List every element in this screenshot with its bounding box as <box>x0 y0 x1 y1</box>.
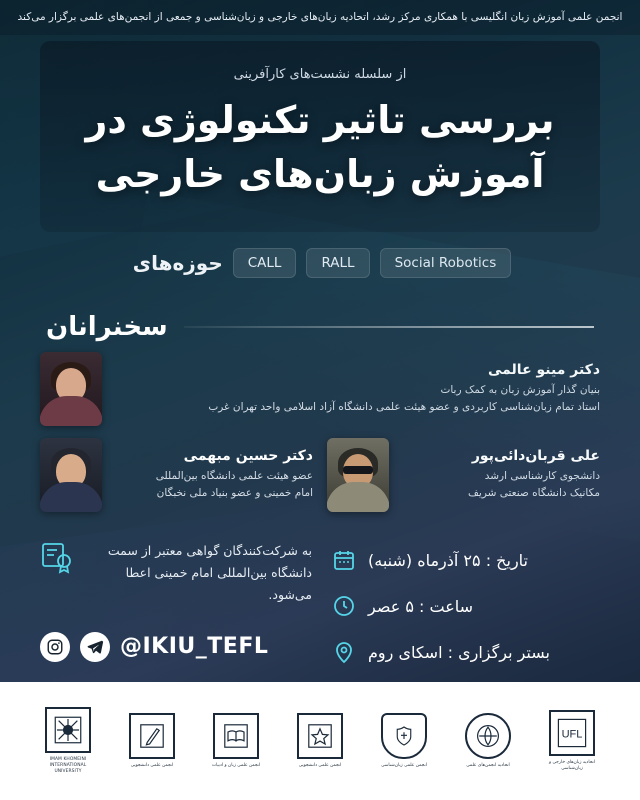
photo-body-shape <box>40 482 102 512</box>
detail-platform-text: بستر برگزاری : اسکای روم <box>368 642 550 662</box>
event-title <box>62 94 578 202</box>
social-handles[interactable] <box>40 632 312 662</box>
logo-caption: اتحادیه زبان‌های خارجی و زبان‌شناسی <box>549 760 595 771</box>
circular-emblem-icon <box>465 713 511 759</box>
speaker-name: دکتر مینو عالمی <box>488 361 600 378</box>
speaker-role-line-2: مکانیک دانشگاه صنعتی شریف <box>468 486 600 499</box>
detail-row-platform <box>332 640 600 664</box>
speaker-role-line-1: عضو هیئت علمی دانشگاه بین‌المللی <box>155 469 313 482</box>
speaker-row-2 <box>40 438 600 512</box>
pen-emblem-icon <box>129 713 175 759</box>
speaker-text-block <box>112 448 313 502</box>
detail-time-text: ساعت : ۵ عصر <box>368 596 474 616</box>
certificate-note <box>40 540 312 606</box>
logo-linguistics-association <box>373 713 435 769</box>
organizer-banner <box>0 0 640 35</box>
social-handle-text[interactable]: @IKIU_TEFL <box>120 634 269 660</box>
sponsor-logo-strip <box>0 682 640 800</box>
logo-scientific-association-3 <box>205 713 267 769</box>
open-book-icon <box>213 713 259 759</box>
photo-sunglasses-shape <box>343 466 373 474</box>
organizer-banner-text: انجمن علمی آموزش زبان انگلیسی با همکاری مرکز رشد، اتحادیه زبان‌های خارجی و زبان‌شناسی و جمعی از انجمن‌های علمی برگزار می‌کند <box>17 11 623 23</box>
logo-ufl <box>541 710 603 772</box>
speaker-photo-minoo-alemi <box>40 352 102 426</box>
speaker-text-block <box>399 448 600 502</box>
telegram-icon[interactable] <box>80 632 110 662</box>
event-title-line-2: آموزش زبان‌های خارجی <box>95 151 545 196</box>
photo-body-shape <box>40 396 102 426</box>
event-details <box>332 548 600 686</box>
shield-emblem-icon <box>381 713 427 759</box>
speaker-card-hosein-mobahami <box>40 438 313 512</box>
detail-row-time <box>332 594 600 618</box>
logo-caption: انجمن علمی زبان‌شناسی <box>381 763 427 769</box>
speakers-heading-title: سخنرانان <box>46 311 168 342</box>
photo-body-shape <box>327 482 389 512</box>
topic-chip-call: CALL <box>233 248 297 278</box>
event-series-kicker: از سلسله نشست‌های کارآفرینی <box>233 66 407 82</box>
hero-panel <box>40 41 600 232</box>
detail-date-text: تاریخ : ۲۵ آذرماه (شنبه) <box>368 550 529 570</box>
logo-scientific-association-4 <box>289 713 351 769</box>
logo-caption: IMAM KHOMEINI INTERNATIONAL UNIVERSITY <box>49 757 87 774</box>
certificate-note-line-2: دانشگاه بین‌المللی امام خمینی اعطا می‌شود. <box>125 564 312 602</box>
topic-chip-rall: RALL <box>306 248 369 278</box>
event-title-line-1: بررسی تاثیر تکنولوژی در <box>85 97 555 142</box>
speaker-row-1 <box>40 352 600 426</box>
logo-caption: انجمن علمی دانشجویی <box>130 763 174 769</box>
calendar-icon <box>332 548 356 572</box>
instagram-icon[interactable] <box>40 632 70 662</box>
svg-text:UFL: UFL <box>561 728 583 741</box>
speaker-role-line-1: دانشجوی کارشناسی ارشد <box>484 469 600 482</box>
detail-row-date <box>332 548 600 572</box>
topic-chip-row <box>40 248 600 278</box>
university-seal-icon <box>45 707 91 753</box>
logo-union-of-scientific-associations <box>457 713 519 769</box>
logo-caption: انجمن علمی دانشجویی <box>298 763 342 769</box>
speaker-role-line-2: استاد تمام زبان‌شناسی کاربردی و عضو هیئت علمی دانشگاه آزاد اسلامی واحد تهران غرب <box>208 400 600 413</box>
speaker-role-line-2: امام خمینی و عضو بنیاد ملی نخبگان <box>156 486 313 499</box>
speaker-text-block <box>112 362 600 416</box>
topic-chip-social-robotics: Social Robotics <box>380 248 512 278</box>
logo-caption: اتحادیه انجمن‌های علمی <box>466 763 510 769</box>
logo-caption: انجمن علمی زبان و ادبیات <box>211 763 261 769</box>
speaker-card-minoo-alemi <box>40 352 600 426</box>
speaker-name: دکتر حسین مبهمی <box>183 447 313 464</box>
certificate-note-text <box>86 540 312 606</box>
logo-scientific-association-2 <box>121 713 183 769</box>
speaker-name: علی قربان‌دائی‌پور <box>471 447 600 464</box>
speaker-list <box>40 352 600 512</box>
certificate-note-line-1: به شرکت‌کنندگان گواهی معتبر از سمت <box>107 543 312 558</box>
speakers-heading-rule <box>184 326 594 328</box>
certificate-and-social <box>40 540 312 662</box>
clock-icon <box>332 594 356 618</box>
speaker-role-line-1: بنیان گذار آموزش زبان به کمک ربات <box>440 383 600 396</box>
topics-label: حوزه‌های <box>132 250 223 275</box>
speakers-heading <box>46 312 594 342</box>
ufl-wordmark-icon <box>549 710 595 756</box>
speaker-photo-ali-ghorbandaeipour <box>327 438 389 512</box>
star-emblem-icon <box>297 713 343 759</box>
speaker-card-ali-ghorbandaeipour <box>327 438 600 512</box>
location-pin-icon <box>332 640 356 664</box>
certificate-badge-icon <box>40 540 74 574</box>
speaker-photo-hosein-mobahami <box>40 438 102 512</box>
logo-imam-khomeini-international-university <box>37 707 99 775</box>
